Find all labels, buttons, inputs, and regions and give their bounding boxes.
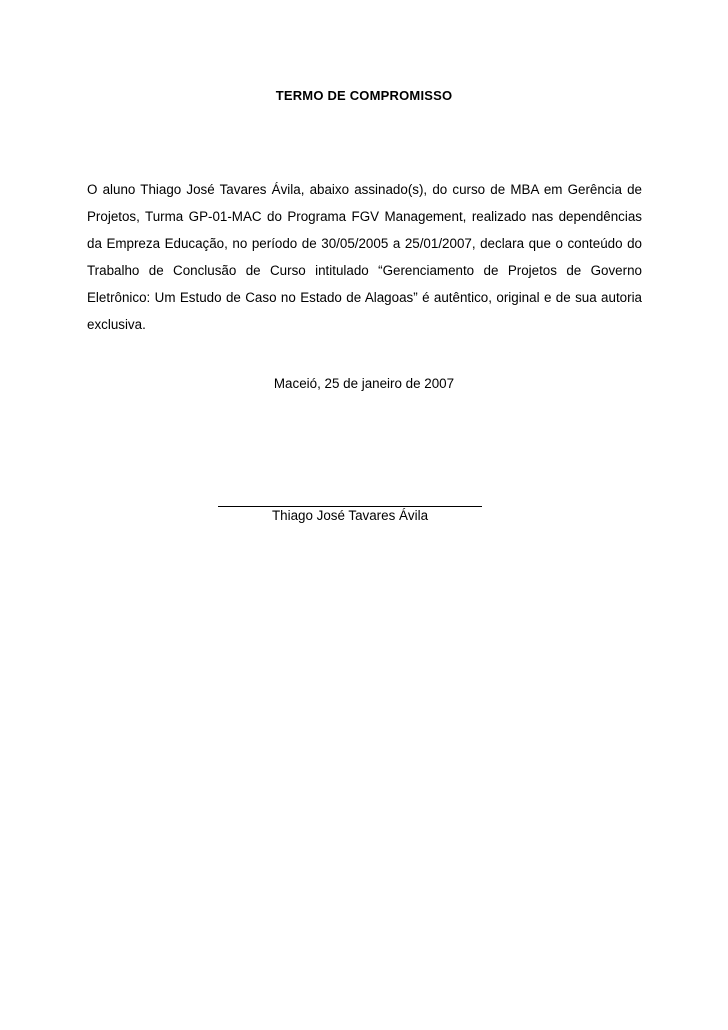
place-and-date: Maceió, 25 de janeiro de 2007 [273,376,455,391]
signer-name: Thiago José Tavares Ávila [271,508,429,523]
signature-line [218,506,482,507]
commitment-statement: O aluno Thiago José Tavares Ávila, abaixo assinado(s), do curso de MBA em Gerência de Projetos, Turma GP-01-MAC do Programa FGV Management, realizado nas dependências da Empreza Educação, no período de 30/05/2005 a 25/01/2007, declara que o conteúdo do Trabalho de Conclusão de Curso intitulado “Gerenciamento de Projetos de Governo Eletrônico: Um Estudo de Caso no Estado de Alagoas” é autêntico, original e de sua autoria exclusiva. [87,182,642,332]
document-title: TERMO DE COMPROMISSO [275,88,453,103]
